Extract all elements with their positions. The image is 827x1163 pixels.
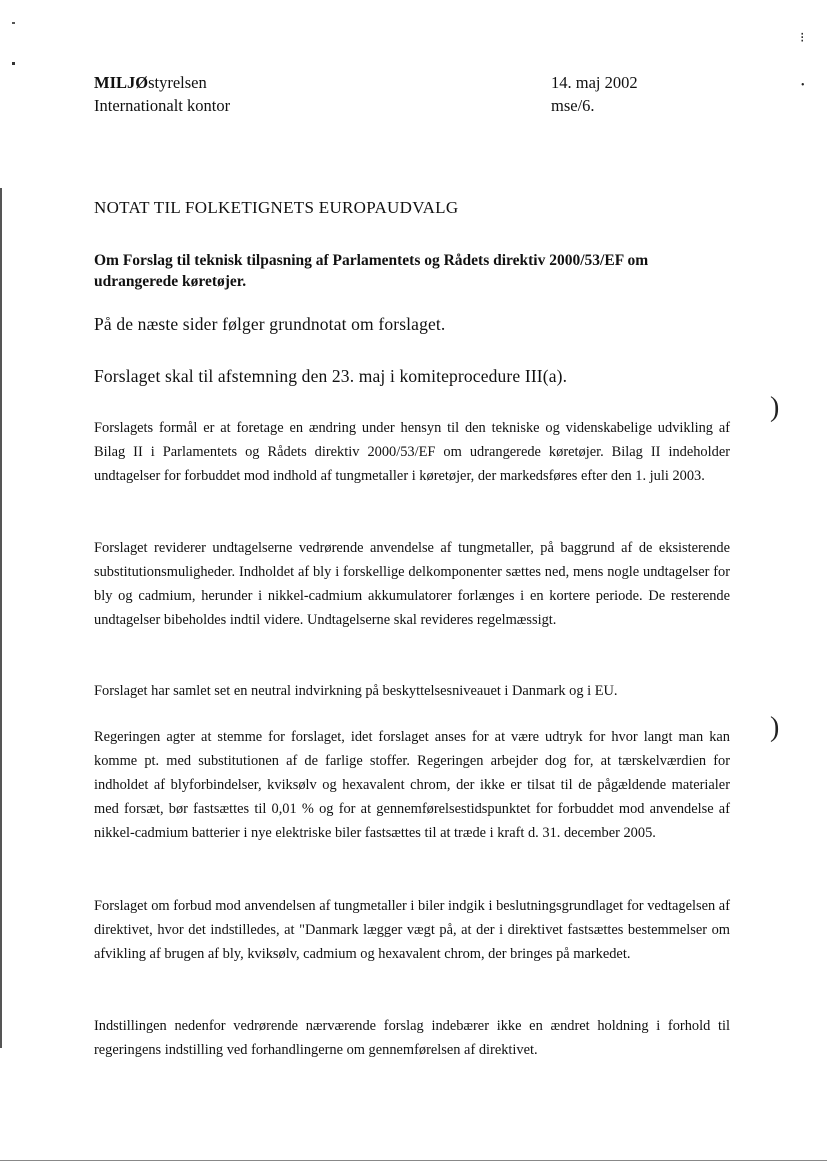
- scan-mark: [12, 22, 15, 24]
- vote-line: Forslaget skal til afstemning den 23. maj i komiteprocedure III(a).: [94, 366, 568, 386]
- scan-bottom-edge: [0, 1160, 827, 1161]
- scan-mark: •: [801, 80, 805, 91]
- scan-mark: ⁝: [800, 31, 805, 46]
- document-date: 14. maj 2002: [551, 73, 638, 92]
- paragraph: Forslagets formål er at foretage en ændring under hensyn til den tekniske og videnskabelige udvikling af Bilag II i Parlamentets og Rådets direktiv 2000/53/EF om udrangerede køretøjer. Bilag II indeholder undtagelser for forbuddet mod indhold af tungmetaller i køretøjer, der markedsføres efter den 1. juli 2003.: [94, 420, 730, 484]
- letterhead: [94, 71, 230, 117]
- notat-title: NOTAT TIL FOLKETIGNETS EUROPAUDVALG: [94, 198, 459, 217]
- organization-name: MILJØstyrelsen: [94, 73, 207, 92]
- scan-edge-line: [0, 188, 2, 1048]
- paragraph: Indstillingen nedenfor vedrørende nærværende forslag indebærer ikke en ændret holdning i forhold til regeringens indstilling ved forhandlingerne om gennemførelsen af direktivet.: [94, 1018, 730, 1058]
- subject-heading: Om Forslag til teknisk tilpasning af Parlamentets og Rådets direktiv 2000/53/EF om udrangerede køretøjer.: [94, 252, 649, 290]
- punch-hole-mark: ): [770, 712, 780, 743]
- paragraph: Forslaget reviderer undtagelserne vedrørende anvendelse af tungmetaller, på baggrund af de eksisterende substitutionsmuligheder. Indholdet af bly i forskellige delkomponenter sættes ned, mens nogle undtagelser for bly og cadmium, herunder i nikkel-cadmium akkumulatorer forlænges i en kortere periode. De resterende undtagelser bibeholdes indtil videre. Undtagelserne skal revideres regelmæssigt.: [94, 540, 730, 628]
- paragraph: Forslaget om forbud mod anvendelsen af tungmetaller i biler indgik i beslutningsgrundlaget for vedtagelsen af direktivet, hvor det indstilledes, at "Danmark lægger vægt på, at der i direktivet fastsættes bestemmelser om afvikling af brugen af bly, kviksølv, cadmium og hexavalent chrom, der bringes på markedet.: [94, 898, 730, 962]
- paragraph: Regeringen agter at stemme for forslaget, idet forslaget anses for at være udtryk for hvor langt man kan komme pt. med substitutionen af de farlige stoffer. Regeringen arbejder dog for, at tærskelværdien for indholdet af blyforbindelser, kviksølv og hexavalent chrom, der ikke er tilsat til de pågældende materialer med forsæt, bør fastsættes til 0,01 % og for at gennemførelsestidspunktet for forbuddet mod anvendelse af nikkel-cadmium batterier i nye elektriske biler fastsættes til at træde i kraft d. 31. december 2005.: [94, 729, 730, 841]
- date-block: [551, 71, 638, 117]
- intro-line: På de næste sider følger grundnotat om forslaget.: [94, 314, 446, 334]
- punch-hole-mark: ): [770, 392, 780, 423]
- paragraph: Forslaget har samlet set en neutral indvirkning på beskyttelsesniveauet i Danmark og i EU.: [94, 683, 618, 699]
- department-name: Internationalt kontor: [94, 96, 231, 115]
- scan-mark: [12, 62, 15, 65]
- document-reference: mse/6.: [551, 96, 595, 115]
